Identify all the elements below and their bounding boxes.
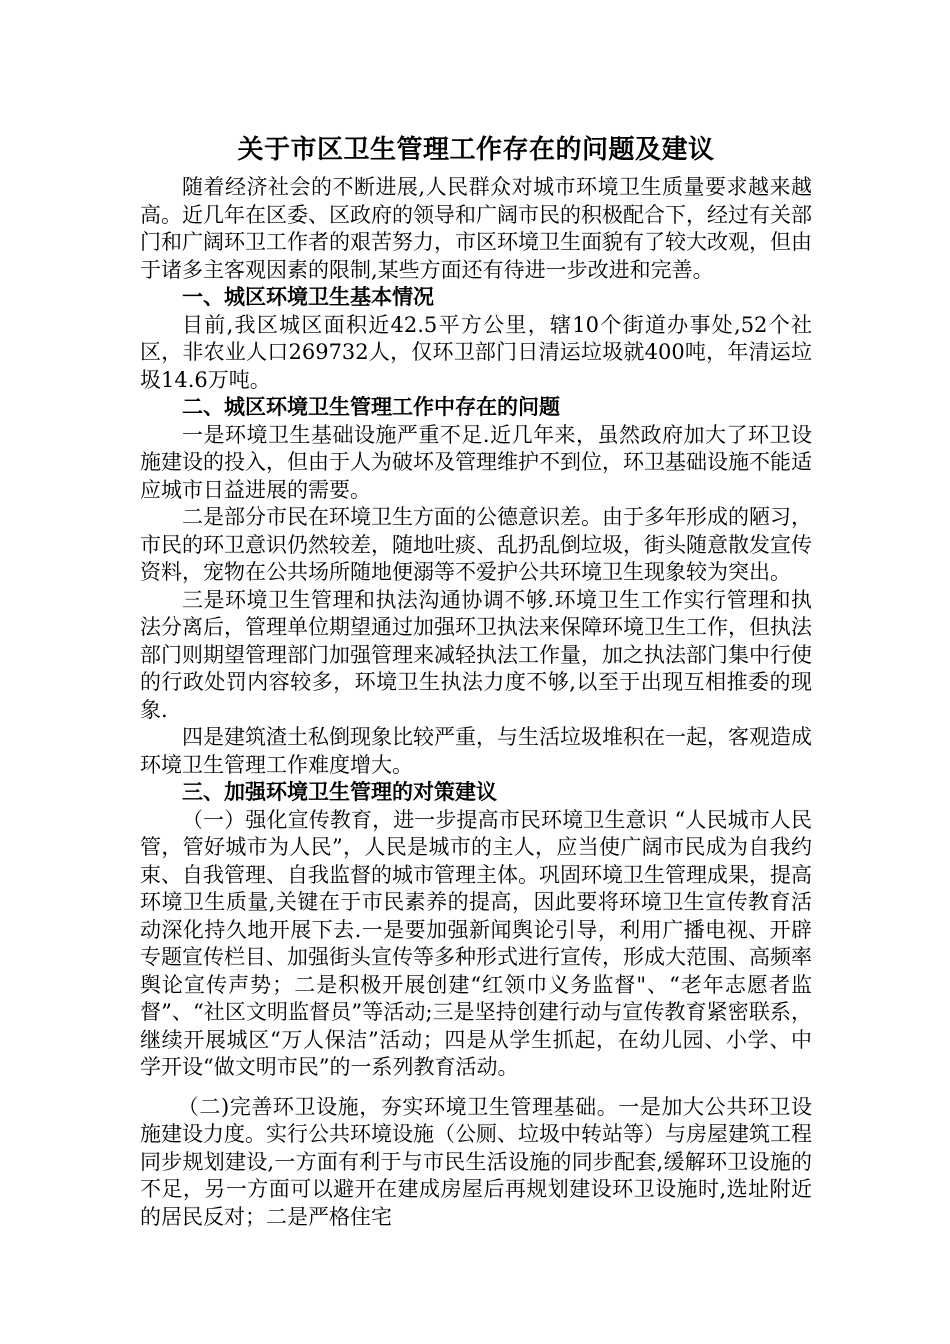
- paragraph-suggestion-2: （二)完善环卫设施，夯实环境卫生管理基础。一是加大公共环卫设施建设力度。实行公共环境设施（公厕、垃圾中转站等）与房屋建筑工程同步规划建设,一方面有利于与市民生活设施的同步配套,缓解环卫设施的不足，另一方面可以避开在建成房屋后再规划建设环卫设施时,选址附近的居民反对；二是严格住宅: [140, 1094, 812, 1229]
- section-heading-1: 一、城区环境卫生基本情况: [182, 285, 434, 309]
- paragraph-problem-3: 三是环境卫生管理和执法沟通协调不够.环境卫生工作实行管理和执法分离后，管理单位期望通过加强环卫执法来保障环境卫生工作，但执法部门则期望管理部门加强管理来减轻执法工作量，加之执法部门集中行使的行政处罚内容较多，环境卫生执法力度不够,以至于出现互相推委的现象.: [140, 587, 812, 722]
- paragraph-suggestion-1: （一）强化宣传教育，进一步提高市民环境卫生意识 “人民城市人民管，管好城市为人民”，人民是城市的主人，应当使广阔市民成为自我约束、自我管理、自我监督的城市管理主体。巩固环境卫生管理成果，提高环境卫生质量,关键在于市民素养的提高，因此要将环境卫生宣传教育活动深化持久地开展下去.一是要加强新闻舆论引导，利用广播电视、开辟专题宣传栏目、加强街头宣传等多种形式进行宣传，形成大范围、高频率舆论宣传声势；二是积极开展创建“红领巾义务监督"、“老年志愿者监督”、“社区文明监督员”等活动;三是坚持创建行动与宣传教育紧密联系，继续开展城区“万人保洁”活动；四是从学生抓起，在幼儿园、小学、中学开设“做文明市民”的一系列教育活动。: [140, 807, 812, 1079]
- intro-paragraph: 随着经济社会的不断进展,人民群众对城市环境卫生质量要求越来越高。近几年在区委、区政府的领导和广阔市民的积极配合下，经过有关部门和广阔环卫工作者的艰苦努力，市区环境卫生面貌有了较大改观，但由于诸多主客观因素的限制,某些方面还有待进一步改进和完善。: [140, 175, 812, 282]
- paragraph-basic-info: 目前,我区城区面积近42.5平方公里，辖10个街道办事处,52个社区，非农业人口269732人，仅环卫部门日清运垃圾就400吨，年清运垃圾14.6万吨。: [140, 312, 812, 392]
- paragraph-problem-2: 二是部分市民在环境卫生方面的公德意识差。由于多年形成的陋习，市民的环卫意识仍然较差，随地吐痰、乱扔乱倒垃圾，街头随意散发宣传资料，宠物在公共场所随地便溺等不爱护公共环境卫生现象较为突出。: [140, 505, 812, 584]
- document-title: 关于市区卫生管理工作存在的问题及建议: [237, 135, 715, 165]
- paragraph-problem-1: 一是环境卫生基础设施严重不足.近几年来，虽然政府加大了环卫设施建设的投入，但由于人为破坏及管理维护不到位，环卫基础设施不能适应城市日益进展的需要。: [140, 422, 812, 502]
- document-page: [140, 132, 812, 1231]
- section-heading-2: 二、城区环境卫生管理工作中存在的问题: [182, 395, 560, 419]
- section-heading-3: 三、加强环境卫生管理的对策建议: [182, 780, 497, 804]
- paragraph-problem-4: 四是建筑渣土私倒现象比较严重，与生活垃圾堆积在一起，客观造成环境卫生管理工作难度增大。: [140, 725, 812, 777]
